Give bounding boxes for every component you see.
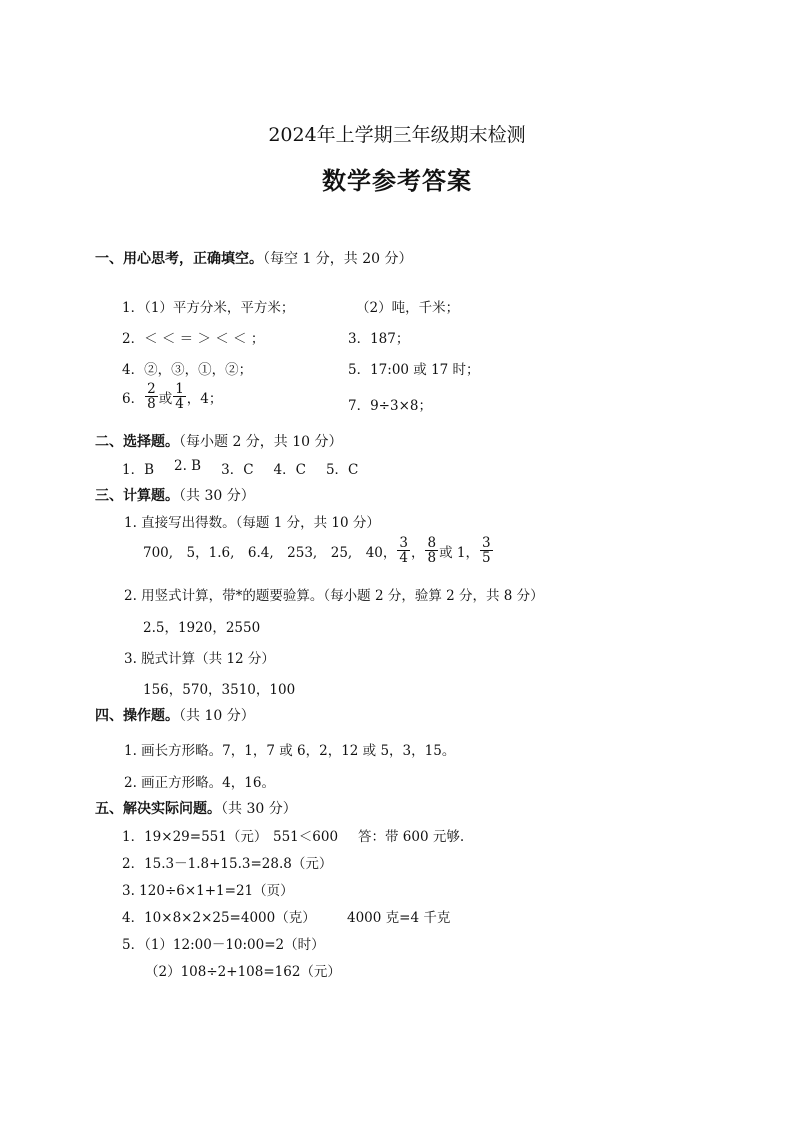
fraction-numerator: 3 <box>481 535 491 551</box>
s2-answer-5: 5．C <box>325 462 359 478</box>
s1-q6-mid: 或 <box>158 390 173 407</box>
s2-answers <box>122 458 358 478</box>
fraction-numerator: 3 <box>399 535 408 551</box>
s3-q2-answers: 2.5，1920，2550 <box>143 620 261 636</box>
s1-q1b: （2）吨，千米； <box>356 300 460 316</box>
section-3-heading <box>95 485 255 505</box>
section-1-heading <box>95 248 413 268</box>
fraction-denominator: 4 <box>175 396 184 413</box>
s5-q4a: 4．10×8×2×25=4000（克） <box>122 910 316 926</box>
s3-q1-answers-text: 700, 5，1.6, 6.4, 253, 25, 40， <box>143 544 397 561</box>
document-subtitle: 数学参考答案 <box>322 166 472 195</box>
s3-q1-separator: ， <box>410 544 425 561</box>
section-5-note: （共 30 分） <box>221 801 297 817</box>
s1-q7: 7．9÷3×8； <box>348 398 432 414</box>
s2-answer-4: 4．C <box>273 462 306 478</box>
s1-q2: 2．＜ ＜ ＝ ＞ ＜ ＜ ； <box>122 331 265 347</box>
s5-q5b: （2）108÷2+108=162（元） <box>145 964 341 980</box>
s1-q5: 5．17:00 或 17 时； <box>348 362 480 378</box>
s1-q6-suffix: ，4； <box>186 390 223 407</box>
section-5-title: 五、解决实际问题。 <box>95 801 221 817</box>
s2-answer-3: 3．C <box>221 462 254 478</box>
s5-q1b: 551＜600 <box>273 829 339 845</box>
section-5-heading <box>95 798 297 818</box>
section-3-title: 三、计算题。 <box>95 488 179 504</box>
s5-q1a: 1．19×29=551（元） <box>122 829 268 845</box>
fraction-8-8 <box>425 536 438 565</box>
section-1-note: （每空 1 分，共 20 分） <box>263 251 413 267</box>
fraction-1-4 <box>173 382 186 411</box>
s3-q3-answers: 156，570，3510，100 <box>143 682 296 698</box>
section-4-heading <box>95 705 255 725</box>
section-3-note: （共 30 分） <box>179 488 255 504</box>
s1-q4: 4．②，③，①，②； <box>122 362 253 378</box>
section-2-note: （每小题 2 分，共 10 分） <box>179 434 343 450</box>
s3-q2: 2. 用竖式计算，带*的题要验算。（每小题 2 分，验算 2 分，共 8 分） <box>124 588 544 604</box>
s1-q6 <box>122 382 222 411</box>
fraction-denominator: 8 <box>427 550 437 567</box>
fraction-denominator: 4 <box>399 550 408 567</box>
s5-q5a: 5．（1）12:00－10:00=2（时） <box>122 937 325 953</box>
s5-q1c: 答：带 600 元够. <box>358 829 465 845</box>
s2-answer-2: 2. B <box>174 458 202 474</box>
s5-q3: 3. 120÷6×1+1=21（页） <box>122 883 294 899</box>
document-title: 2024年上学期三年级期末检测 <box>268 124 526 146</box>
s3-q1-answers <box>143 536 494 565</box>
s3-q3: 3. 脱式计算（共 12 分） <box>124 651 275 667</box>
s2-answer-1: 1．B <box>122 462 155 478</box>
section-2-title: 二、选择题。 <box>95 434 179 450</box>
fraction-numerator: 2 <box>147 381 156 397</box>
fraction-denominator: 5 <box>481 550 491 567</box>
fraction-numerator: 1 <box>175 381 184 397</box>
s3-q1: 1. 直接写出得数。（每题 1 分，共 10 分） <box>124 515 380 531</box>
s1-q6-prefix: 6． <box>122 390 145 407</box>
fraction-2-8 <box>145 382 158 411</box>
s4-q2: 2. 画正方形略。4，16。 <box>124 775 275 791</box>
s5-q2: 2．15.3－1.8+15.3=28.8（元） <box>122 856 333 872</box>
section-1-title: 一、用心思考，正确填空。 <box>95 251 263 267</box>
section-2-heading <box>95 431 343 451</box>
s1-q1a: 1．（1）平方分米，平方米； <box>122 300 295 316</box>
section-4-title: 四、操作题。 <box>95 708 179 724</box>
s4-q1: 1. 画长方形略。7，1，7 或 6，2，12 或 5，3，15。 <box>124 743 456 759</box>
fraction-denominator: 8 <box>147 396 156 413</box>
fraction-3-5 <box>480 536 493 565</box>
section-4-note: （共 10 分） <box>179 708 255 724</box>
fraction-3-4 <box>397 536 410 565</box>
s1-q3: 3．187； <box>348 331 410 347</box>
s3-q1-mid: 或 1， <box>439 544 479 561</box>
s5-q4b: 4000 克=4 千克 <box>347 910 451 926</box>
fraction-numerator: 8 <box>427 535 437 551</box>
